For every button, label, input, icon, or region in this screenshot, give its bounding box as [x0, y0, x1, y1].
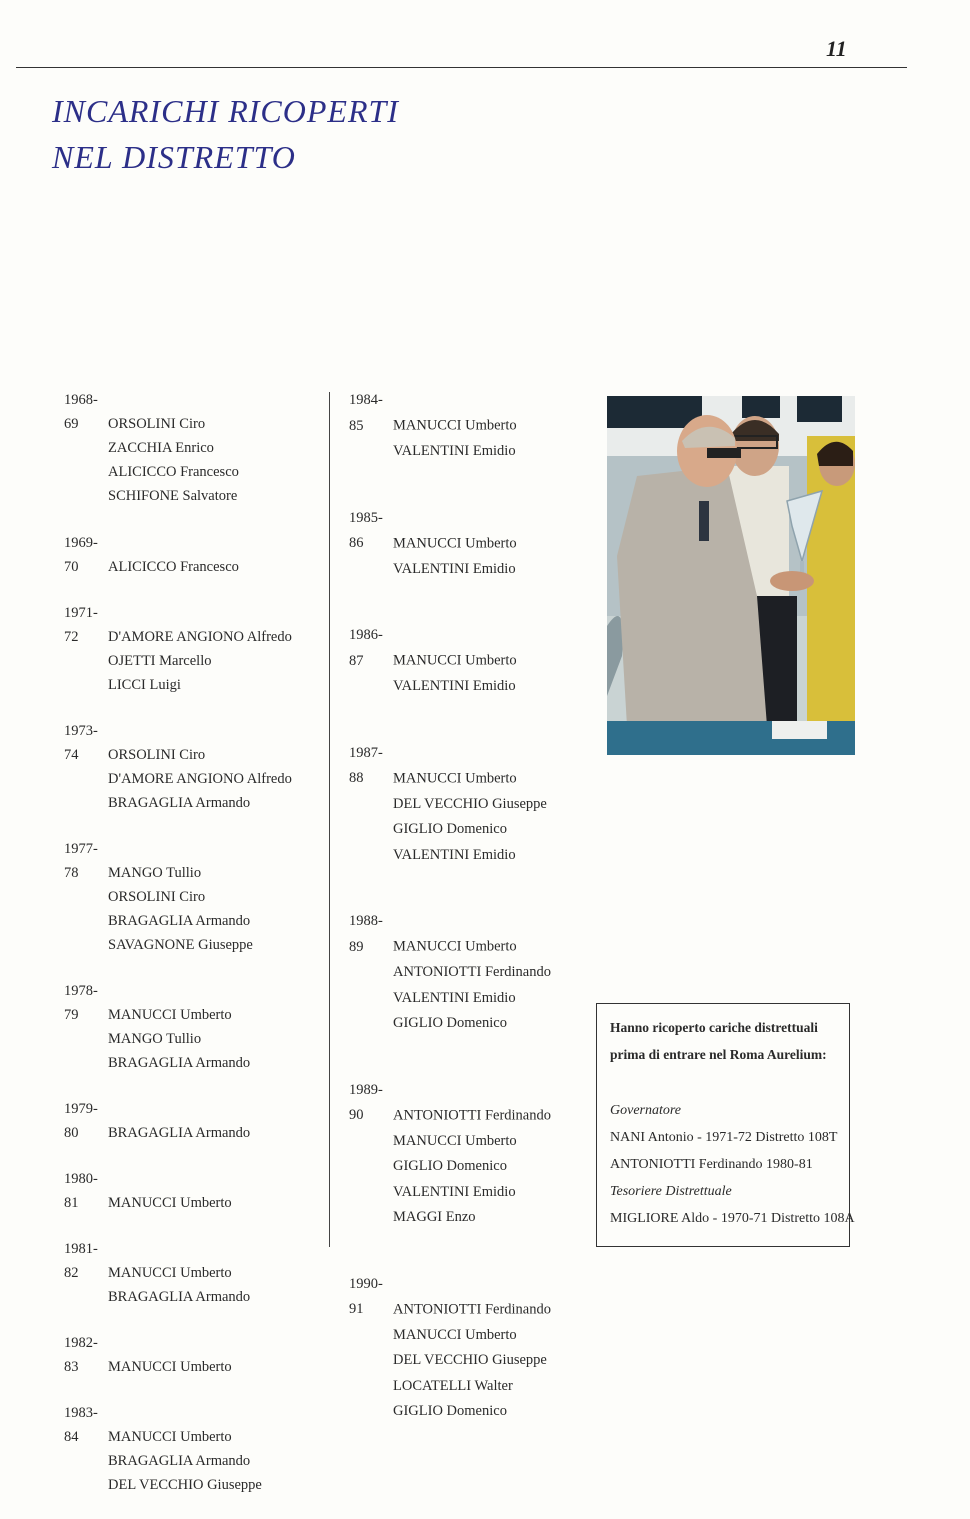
page-title: [52, 88, 399, 180]
term-year: 1980-81: [64, 1171, 98, 1211]
award-photo-illustration: [607, 396, 855, 755]
officer-name: OJETTI Marcello: [108, 653, 212, 669]
term-entry: [349, 1078, 579, 1231]
officer-name: BRAGAGLIA Armando: [108, 1289, 251, 1305]
term-entry: [64, 1331, 324, 1379]
info-box-line: MIGLIORE Aldo - 1970-71 Distretto 108A: [610, 1211, 855, 1226]
officer-name: DEL VECCHIO Giuseppe: [108, 1477, 262, 1493]
officer-name: BRAGAGLIA Armando: [108, 795, 251, 811]
term-entry: [349, 909, 579, 1037]
term-entry: [349, 506, 579, 583]
term-year: 1977-78: [64, 841, 98, 881]
officer-name: MANUCCI Umberto: [393, 770, 517, 786]
term-year: 1978-79: [64, 983, 98, 1023]
term-entry: [64, 601, 324, 697]
officer-name: MANUCCI Umberto: [393, 535, 517, 551]
officer-name: D'AMORE ANGIONO Alfredo: [108, 629, 292, 645]
officer-name: MANUCCI Umberto: [393, 1132, 517, 1149]
title-line-2: NEL DISTRETTO: [52, 139, 296, 175]
officer-name: GIGLIO Domenico: [393, 1158, 507, 1174]
term-year: 1987-88: [349, 744, 383, 786]
term-entry: [64, 1167, 324, 1215]
term-year: 1979-80: [64, 1101, 98, 1141]
term-entry: [349, 388, 579, 465]
officer-name: ANTONIOTTI Ferdinando: [393, 964, 551, 980]
middle-column: [349, 388, 579, 1425]
officer-name: MANUCCI Umberto: [108, 1265, 232, 1281]
officer-name: MANUCCI Umberto: [393, 417, 517, 434]
officer-name: DEL VECCHIO Giuseppe: [393, 795, 547, 812]
title-line-1: INCARICHI RICOPERTI: [52, 93, 399, 129]
officer-name: MANUCCI Umberto: [108, 1007, 232, 1023]
term-entry: [64, 531, 324, 579]
officer-name: GIGLIO Domenico: [393, 1403, 507, 1419]
officer-name: ORSOLINI Ciro: [108, 889, 206, 905]
officer-name: BRAGAGLIA Armando: [108, 1055, 251, 1071]
term-year: 1988-89: [349, 913, 383, 955]
term-entry: [64, 388, 324, 508]
officer-name: ORSOLINI Ciro: [108, 747, 206, 763]
page-number: 11: [826, 36, 847, 61]
officer-name: LOCATELLI Walter: [393, 1377, 513, 1394]
column-divider: [329, 392, 330, 1247]
officer-name: ANTONIOTTI Ferdinando: [393, 1107, 551, 1123]
officer-name: ZACCHIA Enrico: [108, 440, 214, 456]
officer-name: ALICICCO Francesco: [108, 559, 239, 575]
officer-name: MANUCCI Umberto: [393, 938, 517, 955]
term-entry: [64, 979, 324, 1075]
officer-name: ANTONIOTTI Ferdinando: [393, 1301, 551, 1317]
officer-name: VALENTINI Emidio: [393, 443, 516, 459]
officer-name: MANGO Tullio: [108, 865, 202, 881]
officer-name: BRAGAGLIA Armando: [108, 1125, 251, 1141]
officer-name: MANUCCI Umberto: [108, 1195, 232, 1211]
left-column: [64, 388, 324, 1519]
term-entry: [64, 837, 324, 957]
term-entry: [64, 1097, 324, 1145]
officer-name: VALENTINI Emidio: [393, 846, 516, 863]
officer-name: MAGGI Enzo: [393, 1209, 476, 1225]
officer-name: VALENTINI Emidio: [393, 1183, 516, 1200]
term-entry: [349, 1272, 579, 1425]
info-box-role-governatore: Governatore: [610, 1103, 682, 1118]
officer-name: SCHIFONE Salvatore: [108, 488, 238, 504]
header-rule: [16, 67, 907, 68]
officer-name: LICCI Luigi: [108, 677, 181, 693]
term-entry: [64, 1401, 324, 1497]
officer-name: MANGO Tullio: [108, 1031, 202, 1047]
term-year: 1982-83: [64, 1335, 98, 1375]
info-box-line: NANI Antonio - 1971-72 Distretto 108T: [610, 1130, 838, 1145]
officer-name: VALENTINI Emidio: [393, 989, 516, 1006]
term-year: 1983-84: [64, 1405, 98, 1445]
info-box-role-tesoriere: Tesoriere Distrettuale: [610, 1184, 732, 1199]
term-year: 1968-69: [64, 392, 98, 432]
term-year: 1989-90: [349, 1081, 383, 1123]
officer-name: DEL VECCHIO Giuseppe: [393, 1352, 547, 1368]
term-year: 1973-74: [64, 723, 98, 763]
officer-name: MANUCCI Umberto: [393, 652, 517, 669]
term-year: 1986-87: [349, 627, 383, 669]
officer-name: ALICICCO Francesco: [108, 464, 239, 480]
officer-name: GIGLIO Domenico: [393, 821, 507, 837]
officer-name: MANUCCI Umberto: [108, 1429, 232, 1445]
officer-name: BRAGAGLIA Armando: [108, 1453, 251, 1469]
info-box: [596, 1003, 855, 1247]
term-year: 1971-72: [64, 605, 98, 645]
officer-name: MANUCCI Umberto: [108, 1359, 232, 1375]
award-photo: [607, 396, 855, 755]
officer-name: VALENTINI Emidio: [393, 560, 516, 577]
officer-name: SAVAGNONE Giuseppe: [108, 937, 253, 953]
info-box-heading: Hanno ricoperto cariche distrettuali prima di entrare nel Roma Aurelium:: [610, 1020, 827, 1062]
officer-name: MANUCCI Umberto: [393, 1326, 517, 1343]
term-year: 1984-85: [349, 392, 383, 434]
term-entry: [349, 741, 579, 869]
officer-name: GIGLIO Domenico: [393, 1015, 507, 1031]
term-year: 1981-82: [64, 1241, 98, 1281]
term-entry: [64, 1237, 324, 1309]
officer-name: ORSOLINI Ciro: [108, 416, 206, 432]
info-box-line: ANTONIOTTI Ferdinando 1980-81: [610, 1157, 813, 1172]
term-year: 1985-86: [349, 509, 383, 551]
officer-name: D'AMORE ANGIONO Alfredo: [108, 771, 292, 787]
term-year: 1990-91: [349, 1275, 383, 1317]
officer-name: VALENTINI Emidio: [393, 678, 516, 694]
term-entry: [349, 623, 579, 700]
term-entry: [64, 719, 324, 815]
term-year: 1969-70: [64, 535, 98, 575]
officer-name: BRAGAGLIA Armando: [108, 913, 251, 929]
